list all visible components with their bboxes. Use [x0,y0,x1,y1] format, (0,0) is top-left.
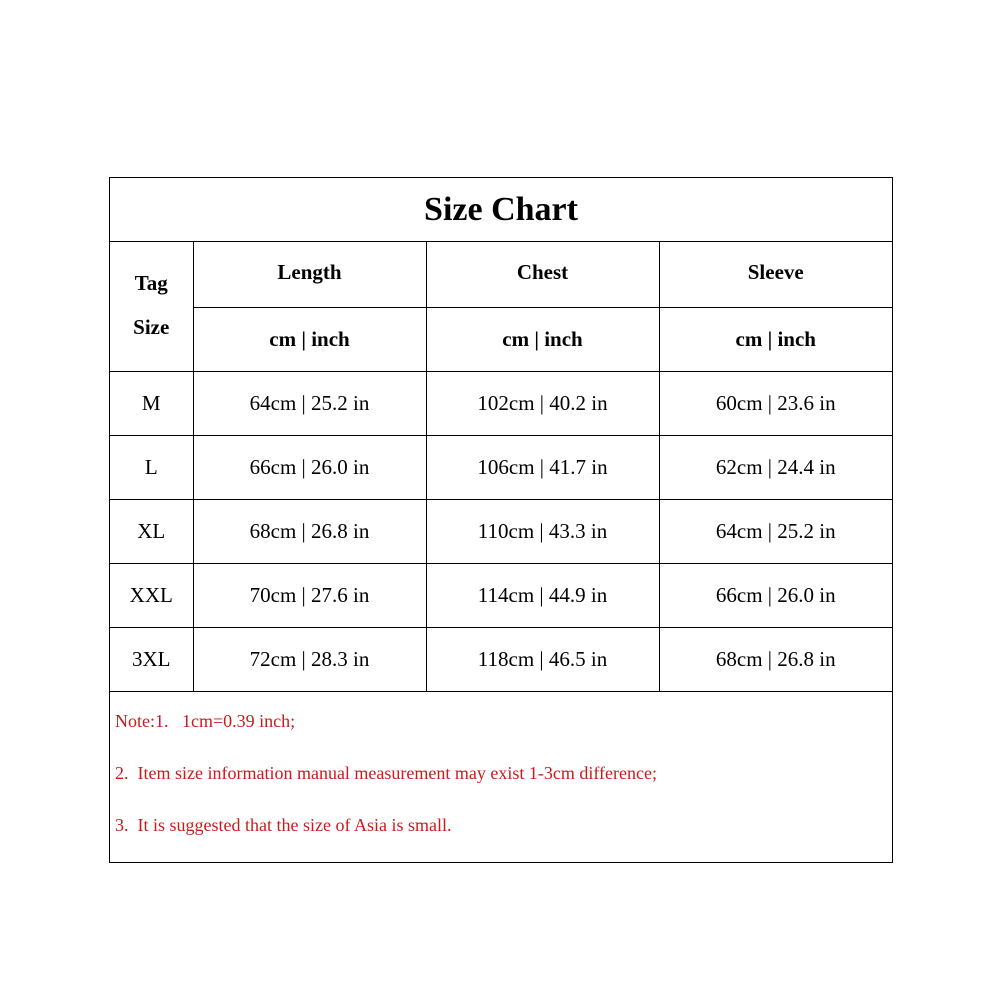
size-cell: L [110,436,193,500]
sleeve-cell: 60cm | 23.6 in [659,372,892,436]
sleeve-cell: 64cm | 25.2 in [659,500,892,564]
sleeve-cell: 62cm | 24.4 in [659,436,892,500]
size-chart [109,177,893,863]
length-cell: 68cm | 26.8 in [193,500,426,564]
notes-section [110,687,892,862]
size-cell: M [110,372,193,436]
unit-row [110,308,892,372]
tag-header-label: Tag [134,270,168,295]
chest-cell: 106cm | 41.7 in [426,436,659,500]
length-header: Length [193,242,426,308]
sleeve-cell: 66cm | 26.0 in [659,564,892,628]
chest-cell: 110cm | 43.3 in [426,500,659,564]
table-row [110,564,892,628]
tag-size-header [110,242,193,372]
length-unit-header: cm | inch [193,308,426,372]
chest-cell: 118cm | 46.5 in [426,628,659,692]
note-item: 2. Item size information manual measurement may exist 1-3cm difference; [115,763,657,783]
chest-cell: 114cm | 44.9 in [426,564,659,628]
table-row [110,372,892,436]
length-cell: 72cm | 28.3 in [193,628,426,692]
table-row [110,500,892,564]
size-header-label: Size [133,314,170,339]
chart-title: Size Chart [110,178,892,242]
size-cell: XL [110,500,193,564]
sleeve-header: Sleeve [659,242,892,308]
chest-header: Chest [426,242,659,308]
length-cell: 66cm | 26.0 in [193,436,426,500]
chest-unit-header: cm | inch [426,308,659,372]
size-table [110,242,892,692]
size-cell: XXL [110,564,193,628]
note-item: Note:1. 1cm=0.39 inch; [115,711,296,731]
header-row [110,242,892,308]
length-cell: 70cm | 27.6 in [193,564,426,628]
size-cell: 3XL [110,628,193,692]
table-row [110,628,892,692]
chest-cell: 102cm | 40.2 in [426,372,659,436]
table-row [110,436,892,500]
note-item: 3. It is suggested that the size of Asia is small. [115,815,452,835]
length-cell: 64cm | 25.2 in [193,372,426,436]
sleeve-cell: 68cm | 26.8 in [659,628,892,692]
sleeve-unit-header: cm | inch [659,308,892,372]
